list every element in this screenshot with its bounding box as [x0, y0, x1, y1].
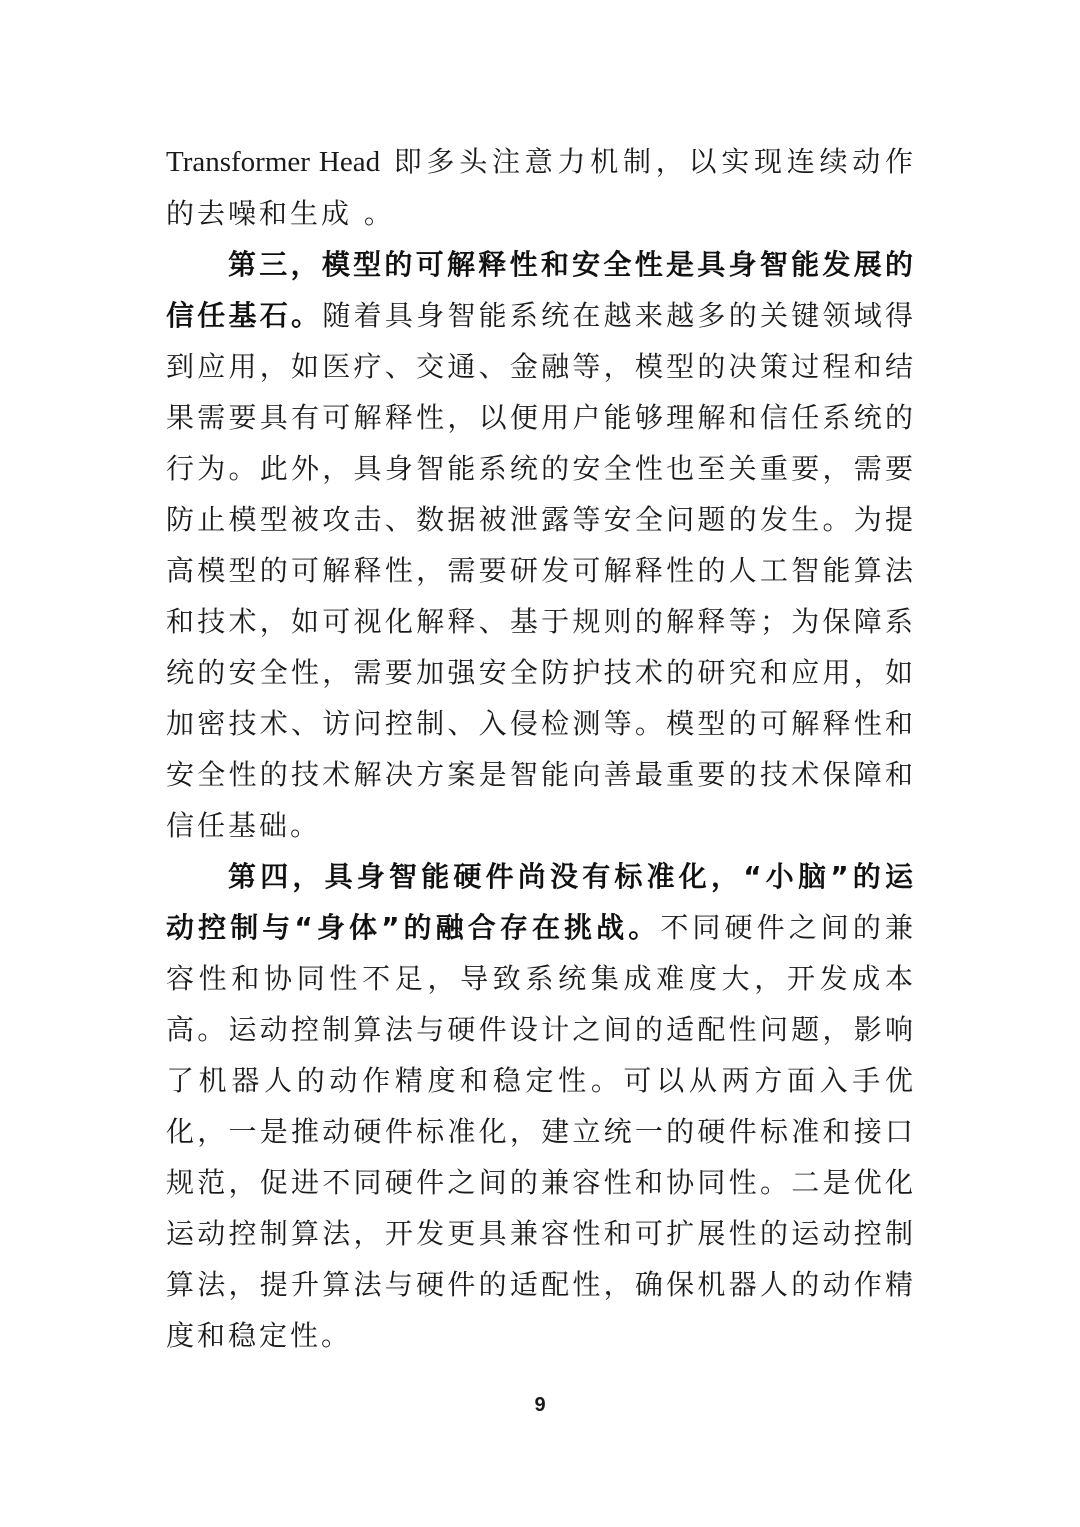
paragraph-fourth-point — [166, 851, 916, 1361]
paragraph-continuation — [166, 136, 916, 239]
paragraph-third-point — [166, 239, 916, 851]
body-text — [166, 136, 916, 1361]
page-number: 9 — [534, 1394, 546, 1416]
paragraph-heading: 第三，模型的可解释性和安全性是具身智能发展的信任基石。 — [166, 248, 916, 332]
latin-term: Transformer Head — [166, 146, 381, 178]
paragraph-text: 不同硬件之间的兼容性和协同性不足，导致系统集成难度大，开发成本高。运动控制算法与硬件设计之间的适配性问题，影响了机器人的动作精度和稳定性。可以从两方面入手优化，一是推动硬件标准化，建立统一的硬件标准和接口规范，促进不同硬件之间的兼容性和协同性。二是优化运动控制算法，开发更具兼容性和可扩展性的运动控制算法，提升算法与硬件的适配性，确保机器人的动作精度和稳定性。 — [166, 911, 916, 1352]
paragraph-heading: 第四，具身智能硬件尚没有标准化，“小脑”的运动控制与“身体”的融合存在挑战。 — [166, 860, 916, 944]
paragraph-text: 随着具身智能系统在越来越多的关键领域得到应用，如医疗、交通、金融等，模型的决策过程和结果需要具有可解释性，以便用户能够理解和信任系统的行为。此外，具身智能系统的安全性也至关重要，需要防止模型被攻击、数据被泄露等安全问题的发生。为提高模型的可解释性，需要研发可解释性的人工智能算法和技术，如可视化解释、基于规则的解释等；为保障系统的安全性，需要加强安全防护技术的研究和应用，如加密技术、访问控制、入侵检测等。模型的可解释性和安全性的技术解决方案是智能向善最重要的技术保障和信任基础。 — [166, 299, 916, 842]
paragraph-text: 即多头注意力机制，以实现连续动作的去噪和生成 。 — [166, 145, 916, 230]
